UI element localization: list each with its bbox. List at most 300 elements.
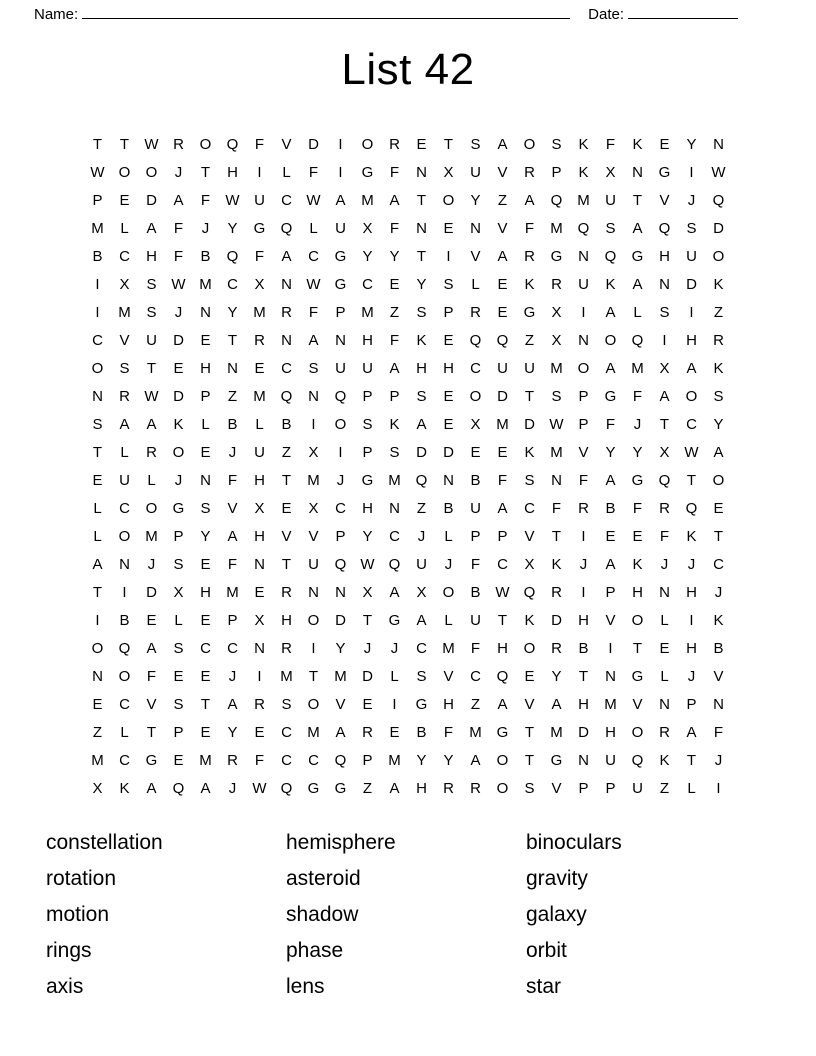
grid-cell[interactable]: C bbox=[119, 248, 130, 265]
grid-cell[interactable]: E bbox=[443, 332, 454, 349]
grid-cell[interactable]: R bbox=[254, 696, 265, 713]
grid-cell[interactable]: Y bbox=[335, 640, 346, 657]
grid-cell[interactable]: C bbox=[686, 416, 697, 433]
grid-cell[interactable]: N bbox=[227, 360, 238, 377]
grid-cell[interactable]: Q bbox=[604, 248, 617, 265]
grid-cell[interactable]: Q bbox=[226, 248, 239, 265]
grid-cell[interactable]: Q bbox=[334, 752, 347, 769]
grid-cell[interactable]: X bbox=[362, 220, 373, 237]
grid-cell[interactable]: Y bbox=[416, 752, 427, 769]
grid-cell[interactable]: R bbox=[659, 500, 670, 517]
grid-cell[interactable]: R bbox=[281, 640, 292, 657]
grid-cell[interactable]: B bbox=[470, 472, 481, 489]
grid-cell[interactable]: Q bbox=[280, 220, 293, 237]
grid-cell[interactable]: P bbox=[605, 584, 616, 601]
grid-cell[interactable]: W bbox=[711, 164, 726, 181]
grid-cell[interactable]: A bbox=[497, 500, 508, 517]
grid-cell[interactable]: Y bbox=[713, 416, 724, 433]
grid-cell[interactable]: K bbox=[524, 276, 535, 293]
grid-cell[interactable]: A bbox=[632, 276, 643, 293]
grid-cell[interactable]: T bbox=[713, 528, 724, 545]
name-write-line[interactable] bbox=[82, 18, 570, 19]
grid-cell[interactable]: H bbox=[686, 584, 697, 601]
grid-cell[interactable]: C bbox=[713, 556, 724, 573]
grid-cell[interactable]: V bbox=[551, 780, 562, 797]
grid-cell[interactable]: A bbox=[146, 780, 157, 797]
grid-cell[interactable]: X bbox=[551, 332, 562, 349]
grid-cell[interactable]: Y bbox=[686, 136, 697, 153]
grid-cell[interactable]: I bbox=[689, 164, 694, 181]
grid-cell[interactable]: B bbox=[416, 724, 427, 741]
grid-cell[interactable]: A bbox=[713, 444, 724, 461]
grid-cell[interactable]: P bbox=[578, 388, 589, 405]
grid-cell[interactable]: E bbox=[362, 696, 373, 713]
grid-cell[interactable]: N bbox=[578, 752, 589, 769]
grid-cell[interactable]: T bbox=[416, 248, 427, 265]
grid-cell[interactable]: A bbox=[605, 360, 616, 377]
grid-cell[interactable]: O bbox=[145, 164, 158, 181]
grid-cell[interactable]: R bbox=[578, 500, 589, 517]
grid-cell[interactable]: I bbox=[257, 668, 262, 685]
grid-cell[interactable]: T bbox=[524, 752, 535, 769]
grid-cell[interactable]: M bbox=[496, 416, 509, 433]
grid-cell[interactable]: R bbox=[281, 304, 292, 321]
grid-cell[interactable]: N bbox=[335, 584, 346, 601]
grid-cell[interactable]: U bbox=[254, 192, 265, 209]
grid-cell[interactable]: D bbox=[578, 724, 589, 741]
grid-cell[interactable]: Q bbox=[388, 556, 401, 573]
grid-cell[interactable]: S bbox=[524, 472, 535, 489]
grid-cell[interactable]: C bbox=[119, 696, 130, 713]
grid-cell[interactable]: P bbox=[173, 724, 184, 741]
grid-cell[interactable]: I bbox=[446, 248, 451, 265]
grid-cell[interactable]: E bbox=[281, 500, 292, 517]
grid-cell[interactable]: D bbox=[686, 276, 697, 293]
grid-cell[interactable]: B bbox=[227, 416, 238, 433]
grid-cell[interactable]: J bbox=[201, 220, 210, 237]
grid-cell[interactable]: V bbox=[578, 444, 589, 461]
grid-cell[interactable]: V bbox=[497, 220, 508, 237]
grid-cell[interactable]: D bbox=[551, 612, 562, 629]
grid-cell[interactable]: B bbox=[713, 640, 724, 657]
grid-cell[interactable]: J bbox=[417, 528, 426, 545]
grid-cell[interactable]: F bbox=[470, 640, 481, 657]
grid-cell[interactable]: I bbox=[122, 584, 127, 601]
grid-cell[interactable]: O bbox=[496, 752, 509, 769]
grid-cell[interactable]: T bbox=[281, 556, 292, 573]
grid-cell[interactable]: O bbox=[307, 696, 320, 713]
grid-cell[interactable]: M bbox=[334, 668, 347, 685]
grid-cell[interactable]: S bbox=[686, 220, 697, 237]
grid-cell[interactable]: Z bbox=[389, 304, 400, 321]
grid-cell[interactable]: Y bbox=[605, 444, 616, 461]
grid-cell[interactable]: Z bbox=[659, 780, 670, 797]
grid-cell[interactable]: N bbox=[605, 668, 616, 685]
grid-cell[interactable]: N bbox=[308, 584, 319, 601]
grid-cell[interactable]: M bbox=[280, 668, 293, 685]
grid-cell[interactable]: O bbox=[631, 612, 644, 629]
grid-cell[interactable]: N bbox=[281, 332, 292, 349]
grid-cell[interactable]: O bbox=[145, 500, 158, 517]
grid-cell[interactable]: J bbox=[336, 472, 345, 489]
grid-cell[interactable]: V bbox=[470, 248, 481, 265]
grid-cell[interactable]: S bbox=[200, 500, 211, 517]
grid-cell[interactable]: V bbox=[605, 612, 616, 629]
grid-cell[interactable]: W bbox=[171, 276, 186, 293]
grid-cell[interactable]: I bbox=[95, 276, 100, 293]
grid-cell[interactable]: Y bbox=[362, 528, 373, 545]
grid-cell[interactable]: L bbox=[255, 416, 264, 433]
grid-cell[interactable]: Z bbox=[470, 696, 481, 713]
grid-cell[interactable]: Q bbox=[118, 640, 131, 657]
grid-cell[interactable]: C bbox=[416, 640, 427, 657]
grid-cell[interactable]: J bbox=[174, 472, 183, 489]
grid-cell[interactable]: Z bbox=[416, 500, 427, 517]
grid-cell[interactable]: F bbox=[254, 136, 265, 153]
grid-cell[interactable]: Z bbox=[92, 724, 103, 741]
grid-cell[interactable]: M bbox=[253, 304, 266, 321]
grid-cell[interactable]: P bbox=[443, 304, 454, 321]
grid-cell[interactable]: A bbox=[281, 248, 292, 265]
grid-cell[interactable]: H bbox=[146, 248, 157, 265]
grid-cell[interactable]: M bbox=[550, 724, 563, 741]
grid-cell[interactable]: O bbox=[604, 332, 617, 349]
grid-cell[interactable]: O bbox=[118, 164, 131, 181]
grid-cell[interactable]: R bbox=[254, 332, 265, 349]
grid-cell[interactable]: B bbox=[470, 584, 481, 601]
grid-cell[interactable]: X bbox=[659, 360, 670, 377]
grid-cell[interactable]: O bbox=[442, 584, 455, 601]
grid-cell[interactable]: Q bbox=[172, 780, 185, 797]
grid-cell[interactable]: L bbox=[120, 444, 129, 461]
grid-cell[interactable]: W bbox=[144, 136, 159, 153]
grid-cell[interactable]: T bbox=[92, 444, 103, 461]
grid-cell[interactable]: E bbox=[173, 668, 184, 685]
grid-cell[interactable]: Y bbox=[551, 668, 562, 685]
grid-cell[interactable]: N bbox=[416, 220, 427, 237]
grid-cell[interactable]: A bbox=[308, 332, 319, 349]
grid-cell[interactable]: M bbox=[550, 360, 563, 377]
grid-cell[interactable]: Y bbox=[416, 276, 427, 293]
grid-cell[interactable]: B bbox=[578, 640, 589, 657]
grid-cell[interactable]: S bbox=[470, 136, 481, 153]
grid-cell[interactable]: L bbox=[120, 220, 129, 237]
grid-cell[interactable]: C bbox=[119, 500, 130, 517]
grid-cell[interactable]: K bbox=[524, 612, 535, 629]
grid-cell[interactable]: A bbox=[686, 360, 697, 377]
grid-cell[interactable]: D bbox=[443, 444, 454, 461]
word-search-grid[interactable] bbox=[84, 131, 732, 803]
grid-cell[interactable]: C bbox=[227, 640, 238, 657]
grid-cell[interactable]: K bbox=[416, 332, 427, 349]
grid-cell[interactable]: P bbox=[362, 752, 373, 769]
grid-cell[interactable]: E bbox=[416, 136, 427, 153]
grid-cell[interactable]: I bbox=[95, 612, 100, 629]
grid-cell[interactable]: G bbox=[388, 612, 401, 629]
grid-cell[interactable]: T bbox=[524, 724, 535, 741]
grid-cell[interactable]: M bbox=[442, 640, 455, 657]
grid-cell[interactable]: V bbox=[632, 696, 643, 713]
grid-cell[interactable]: Q bbox=[658, 472, 671, 489]
grid-cell[interactable]: I bbox=[95, 304, 100, 321]
grid-cell[interactable]: F bbox=[389, 220, 400, 237]
grid-cell[interactable]: V bbox=[497, 164, 508, 181]
grid-cell[interactable]: I bbox=[689, 612, 694, 629]
grid-cell[interactable]: V bbox=[713, 668, 724, 685]
grid-cell[interactable]: S bbox=[659, 304, 670, 321]
grid-cell[interactable]: E bbox=[92, 696, 103, 713]
grid-cell[interactable]: F bbox=[254, 248, 265, 265]
grid-cell[interactable]: U bbox=[335, 360, 346, 377]
grid-cell[interactable]: I bbox=[716, 780, 721, 797]
grid-cell[interactable]: H bbox=[686, 332, 697, 349]
grid-cell[interactable]: N bbox=[200, 472, 211, 489]
grid-cell[interactable]: G bbox=[550, 248, 563, 265]
grid-cell[interactable]: N bbox=[713, 136, 724, 153]
grid-cell[interactable]: D bbox=[173, 388, 184, 405]
grid-cell[interactable]: G bbox=[307, 780, 320, 797]
grid-cell[interactable]: T bbox=[119, 136, 130, 153]
grid-cell[interactable]: Q bbox=[496, 668, 509, 685]
grid-cell[interactable]: I bbox=[689, 304, 694, 321]
grid-cell[interactable]: K bbox=[632, 556, 643, 573]
grid-cell[interactable]: A bbox=[497, 248, 508, 265]
grid-cell[interactable]: H bbox=[254, 528, 265, 545]
grid-cell[interactable]: N bbox=[578, 248, 589, 265]
grid-cell[interactable]: L bbox=[444, 612, 453, 629]
grid-cell[interactable]: E bbox=[659, 136, 670, 153]
grid-cell[interactable]: H bbox=[416, 780, 427, 797]
grid-cell[interactable]: I bbox=[311, 416, 316, 433]
grid-cell[interactable]: V bbox=[308, 528, 319, 545]
grid-cell[interactable]: F bbox=[659, 528, 670, 545]
grid-cell[interactable]: M bbox=[469, 724, 482, 741]
grid-cell[interactable]: L bbox=[444, 528, 453, 545]
grid-cell[interactable]: F bbox=[308, 164, 319, 181]
grid-cell[interactable]: A bbox=[659, 388, 670, 405]
grid-cell[interactable]: Z bbox=[497, 192, 508, 209]
grid-cell[interactable]: F bbox=[578, 472, 589, 489]
grid-cell[interactable]: A bbox=[389, 360, 400, 377]
grid-cell[interactable]: D bbox=[146, 192, 157, 209]
grid-cell[interactable]: E bbox=[497, 276, 508, 293]
grid-cell[interactable]: H bbox=[659, 248, 670, 265]
grid-cell[interactable]: X bbox=[254, 276, 265, 293]
grid-cell[interactable]: G bbox=[172, 500, 185, 517]
grid-cell[interactable]: T bbox=[686, 752, 697, 769]
grid-cell[interactable]: S bbox=[173, 696, 184, 713]
grid-cell[interactable]: J bbox=[390, 640, 399, 657]
grid-cell[interactable]: R bbox=[443, 780, 454, 797]
grid-cell[interactable]: N bbox=[92, 668, 103, 685]
grid-cell[interactable]: F bbox=[605, 136, 616, 153]
grid-cell[interactable]: J bbox=[660, 556, 669, 573]
grid-cell[interactable]: C bbox=[308, 248, 319, 265]
grid-cell[interactable]: O bbox=[712, 472, 725, 489]
grid-cell[interactable]: D bbox=[524, 416, 535, 433]
grid-cell[interactable]: H bbox=[686, 640, 697, 657]
grid-cell[interactable]: T bbox=[92, 584, 103, 601]
grid-cell[interactable]: X bbox=[443, 164, 454, 181]
grid-cell[interactable]: W bbox=[90, 164, 105, 181]
grid-cell[interactable]: T bbox=[146, 724, 157, 741]
grid-cell[interactable]: C bbox=[281, 752, 292, 769]
grid-cell[interactable]: M bbox=[550, 444, 563, 461]
grid-cell[interactable]: Q bbox=[280, 780, 293, 797]
grid-cell[interactable]: C bbox=[470, 668, 481, 685]
grid-cell[interactable]: V bbox=[227, 500, 238, 517]
grid-cell[interactable]: P bbox=[335, 528, 346, 545]
grid-cell[interactable]: O bbox=[307, 612, 320, 629]
grid-cell[interactable]: W bbox=[252, 780, 267, 797]
grid-cell[interactable]: P bbox=[362, 444, 373, 461]
grid-cell[interactable]: S bbox=[281, 696, 292, 713]
grid-cell[interactable]: Z bbox=[362, 780, 373, 797]
grid-cell[interactable]: T bbox=[362, 612, 373, 629]
grid-cell[interactable]: Z bbox=[524, 332, 535, 349]
grid-cell[interactable]: Q bbox=[712, 192, 725, 209]
grid-cell[interactable]: U bbox=[497, 360, 508, 377]
grid-cell[interactable]: Y bbox=[227, 220, 238, 237]
grid-cell[interactable]: S bbox=[713, 388, 724, 405]
grid-cell[interactable]: N bbox=[308, 388, 319, 405]
grid-cell[interactable]: N bbox=[659, 584, 670, 601]
grid-cell[interactable]: E bbox=[389, 724, 400, 741]
grid-cell[interactable]: A bbox=[605, 472, 616, 489]
grid-cell[interactable]: E bbox=[200, 668, 211, 685]
grid-cell[interactable]: O bbox=[631, 724, 644, 741]
grid-cell[interactable]: A bbox=[497, 696, 508, 713]
grid-cell[interactable]: O bbox=[118, 528, 131, 545]
grid-cell[interactable]: L bbox=[282, 164, 291, 181]
grid-cell[interactable]: M bbox=[253, 388, 266, 405]
grid-cell[interactable]: N bbox=[470, 220, 481, 237]
grid-cell[interactable]: Y bbox=[227, 304, 238, 321]
grid-cell[interactable]: E bbox=[389, 276, 400, 293]
grid-cell[interactable]: J bbox=[687, 668, 696, 685]
grid-cell[interactable]: G bbox=[523, 304, 536, 321]
grid-cell[interactable]: R bbox=[227, 752, 238, 769]
grid-cell[interactable]: A bbox=[227, 696, 238, 713]
grid-cell[interactable]: G bbox=[145, 752, 158, 769]
grid-cell[interactable]: C bbox=[281, 360, 292, 377]
grid-cell[interactable]: G bbox=[361, 164, 374, 181]
grid-cell[interactable]: H bbox=[362, 500, 373, 517]
grid-cell[interactable]: M bbox=[631, 360, 644, 377]
grid-cell[interactable]: P bbox=[497, 528, 508, 545]
grid-cell[interactable]: R bbox=[551, 276, 562, 293]
grid-cell[interactable]: N bbox=[119, 556, 130, 573]
grid-cell[interactable]: O bbox=[118, 668, 131, 685]
grid-cell[interactable]: K bbox=[389, 416, 400, 433]
grid-cell[interactable]: N bbox=[254, 640, 265, 657]
grid-cell[interactable]: P bbox=[470, 528, 481, 545]
grid-cell[interactable]: G bbox=[631, 248, 644, 265]
grid-cell[interactable]: R bbox=[551, 640, 562, 657]
grid-cell[interactable]: T bbox=[92, 136, 103, 153]
grid-cell[interactable]: W bbox=[549, 416, 564, 433]
grid-cell[interactable]: F bbox=[146, 668, 157, 685]
grid-cell[interactable]: H bbox=[227, 164, 238, 181]
grid-cell[interactable]: D bbox=[362, 668, 373, 685]
grid-cell[interactable]: W bbox=[360, 556, 375, 573]
grid-cell[interactable]: E bbox=[659, 640, 670, 657]
grid-cell[interactable]: U bbox=[605, 192, 616, 209]
grid-cell[interactable]: F bbox=[632, 500, 643, 517]
grid-cell[interactable]: M bbox=[307, 724, 320, 741]
grid-cell[interactable]: M bbox=[145, 528, 158, 545]
grid-cell[interactable]: N bbox=[551, 472, 562, 489]
grid-cell[interactable]: N bbox=[254, 556, 265, 573]
grid-cell[interactable]: G bbox=[658, 164, 671, 181]
grid-cell[interactable]: I bbox=[338, 444, 343, 461]
grid-cell[interactable]: K bbox=[713, 612, 724, 629]
grid-cell[interactable]: L bbox=[147, 472, 156, 489]
grid-cell[interactable]: Q bbox=[496, 332, 509, 349]
grid-cell[interactable]: M bbox=[388, 752, 401, 769]
grid-cell[interactable]: L bbox=[201, 416, 210, 433]
grid-cell[interactable]: A bbox=[389, 780, 400, 797]
grid-cell[interactable]: K bbox=[686, 528, 697, 545]
grid-cell[interactable]: H bbox=[281, 612, 292, 629]
grid-cell[interactable]: E bbox=[497, 444, 508, 461]
grid-cell[interactable]: U bbox=[470, 500, 481, 517]
grid-cell[interactable]: F bbox=[497, 472, 508, 489]
grid-cell[interactable]: E bbox=[200, 556, 211, 573]
grid-cell[interactable]: S bbox=[308, 360, 319, 377]
grid-cell[interactable]: W bbox=[306, 276, 321, 293]
grid-cell[interactable]: Z bbox=[713, 304, 724, 321]
grid-cell[interactable]: A bbox=[146, 220, 157, 237]
grid-cell[interactable]: E bbox=[200, 444, 211, 461]
grid-cell[interactable]: Y bbox=[389, 248, 400, 265]
grid-cell[interactable]: E bbox=[632, 528, 643, 545]
grid-cell[interactable]: A bbox=[416, 416, 427, 433]
grid-cell[interactable]: R bbox=[173, 136, 184, 153]
grid-cell[interactable]: V bbox=[281, 136, 292, 153]
grid-cell[interactable]: N bbox=[416, 164, 427, 181]
grid-cell[interactable]: A bbox=[227, 528, 238, 545]
grid-cell[interactable]: N bbox=[659, 276, 670, 293]
grid-cell[interactable]: T bbox=[200, 696, 211, 713]
grid-cell[interactable]: X bbox=[659, 444, 670, 461]
grid-cell[interactable]: H bbox=[578, 696, 589, 713]
grid-cell[interactable]: U bbox=[605, 752, 616, 769]
grid-cell[interactable]: H bbox=[416, 360, 427, 377]
grid-cell[interactable]: C bbox=[335, 500, 346, 517]
grid-cell[interactable]: E bbox=[443, 220, 454, 237]
grid-cell[interactable]: L bbox=[660, 668, 669, 685]
grid-cell[interactable]: L bbox=[687, 780, 696, 797]
grid-cell[interactable]: A bbox=[605, 556, 616, 573]
grid-cell[interactable]: N bbox=[389, 500, 400, 517]
grid-cell[interactable]: J bbox=[633, 416, 642, 433]
grid-cell[interactable]: U bbox=[308, 556, 319, 573]
grid-cell[interactable]: V bbox=[524, 696, 535, 713]
grid-cell[interactable]: S bbox=[416, 668, 427, 685]
grid-cell[interactable]: C bbox=[281, 724, 292, 741]
grid-cell[interactable]: E bbox=[254, 584, 265, 601]
grid-cell[interactable]: M bbox=[388, 472, 401, 489]
grid-cell[interactable]: R bbox=[146, 444, 157, 461]
grid-cell[interactable]: E bbox=[524, 668, 535, 685]
grid-cell[interactable]: X bbox=[308, 444, 319, 461]
grid-cell[interactable]: N bbox=[578, 332, 589, 349]
grid-cell[interactable]: A bbox=[470, 752, 481, 769]
grid-cell[interactable]: C bbox=[281, 192, 292, 209]
grid-cell[interactable]: S bbox=[146, 304, 157, 321]
grid-cell[interactable]: S bbox=[362, 416, 373, 433]
